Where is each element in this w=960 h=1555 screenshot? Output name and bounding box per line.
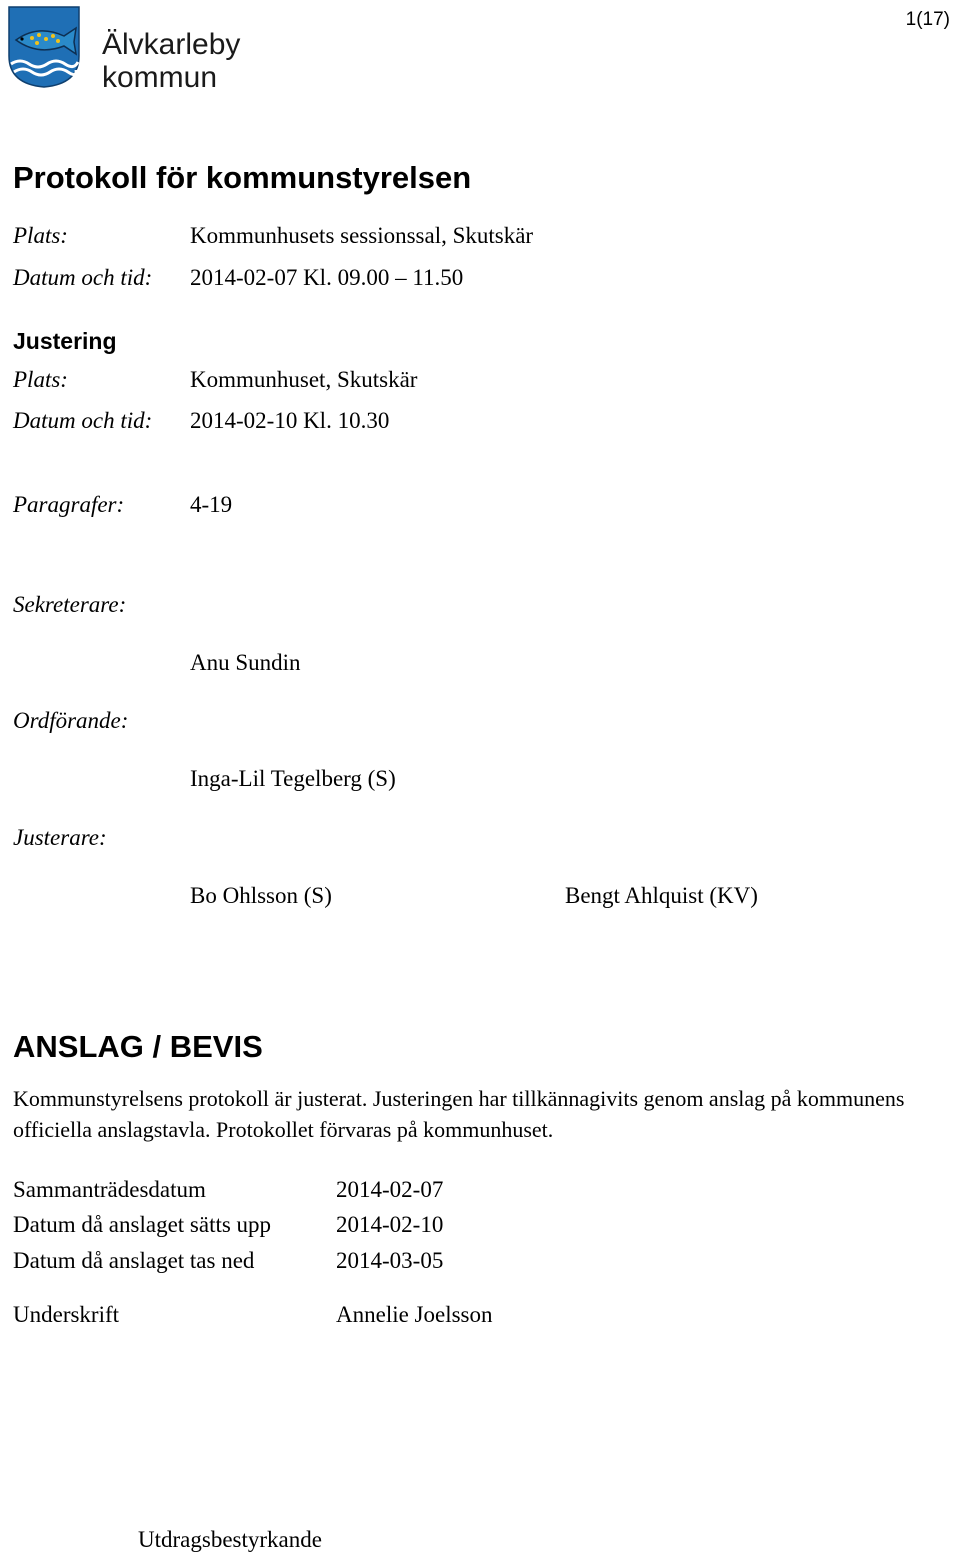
meeting-place-label: Plats: xyxy=(13,223,68,248)
adjuster2-name: Bengt Ahlquist (KV) xyxy=(565,883,758,908)
paragrafer-label: Paragrafer: xyxy=(13,492,125,517)
justering-datetime-value: 2014-02-10 Kl. 10.30 xyxy=(190,408,390,433)
anslag-row-value-1: 2014-02-10 xyxy=(336,1212,444,1237)
anslag-text: Kommunstyrelsens protokoll är justerat. Justeringen har tillkännagivits genom anslag på kommunens officiella anslagstavla. Protokollet förvaras på kommunhuset. xyxy=(13,1086,905,1142)
page-number: 1(17) xyxy=(905,9,950,30)
paragrafer-value: 4-19 xyxy=(190,492,233,517)
logo-text-line2: kommun xyxy=(102,61,218,94)
meeting-datetime-label: Datum och tid: xyxy=(13,265,153,290)
justering-place-value: Kommunhuset, Skutskär xyxy=(190,367,418,392)
anslag-row-label-2: Datum då anslaget tas ned xyxy=(13,1248,255,1273)
chair-label: Ordförande: xyxy=(13,708,129,733)
meeting-place-value: Kommunhusets sessionssal, Skutskär xyxy=(190,223,534,248)
anslag-row-label-0: Sammanträdesdatum xyxy=(13,1177,206,1202)
justering-place-label: Plats: xyxy=(13,367,68,392)
anslag-row-value-2: 2014-03-05 xyxy=(336,1248,444,1273)
adjuster1-name: Bo Ohlsson (S) xyxy=(190,883,332,908)
secretary-label: Sekreterare: xyxy=(13,592,127,617)
municipality-logo xyxy=(8,6,80,88)
anslag-row-label-3: Underskrift xyxy=(13,1302,120,1327)
coat-of-arms-icon xyxy=(8,6,80,88)
secretary-name: Anu Sundin xyxy=(190,650,301,675)
page-title: Protokoll för kommunstyrelsen xyxy=(13,160,472,195)
anslag-row-label-1: Datum då anslaget sätts upp xyxy=(13,1212,272,1237)
footer-label: Utdragsbestyrkande xyxy=(138,1527,322,1552)
justering-heading: Justering xyxy=(13,328,117,354)
adjusters-label: Justerare: xyxy=(13,825,107,850)
justering-datetime-label: Datum och tid: xyxy=(13,408,153,433)
meeting-datetime-value: 2014-02-07 Kl. 09.00 – 11.50 xyxy=(190,265,464,290)
anslag-row-value-3: Annelie Joelsson xyxy=(336,1302,493,1327)
anslag-heading: ANSLAG / BEVIS xyxy=(13,1029,263,1064)
anslag-row-value-0: 2014-02-07 xyxy=(336,1177,444,1202)
chair-name: Inga-Lil Tegelberg (S) xyxy=(190,766,396,791)
logo-text-line1: Älvkarleby xyxy=(102,28,241,61)
